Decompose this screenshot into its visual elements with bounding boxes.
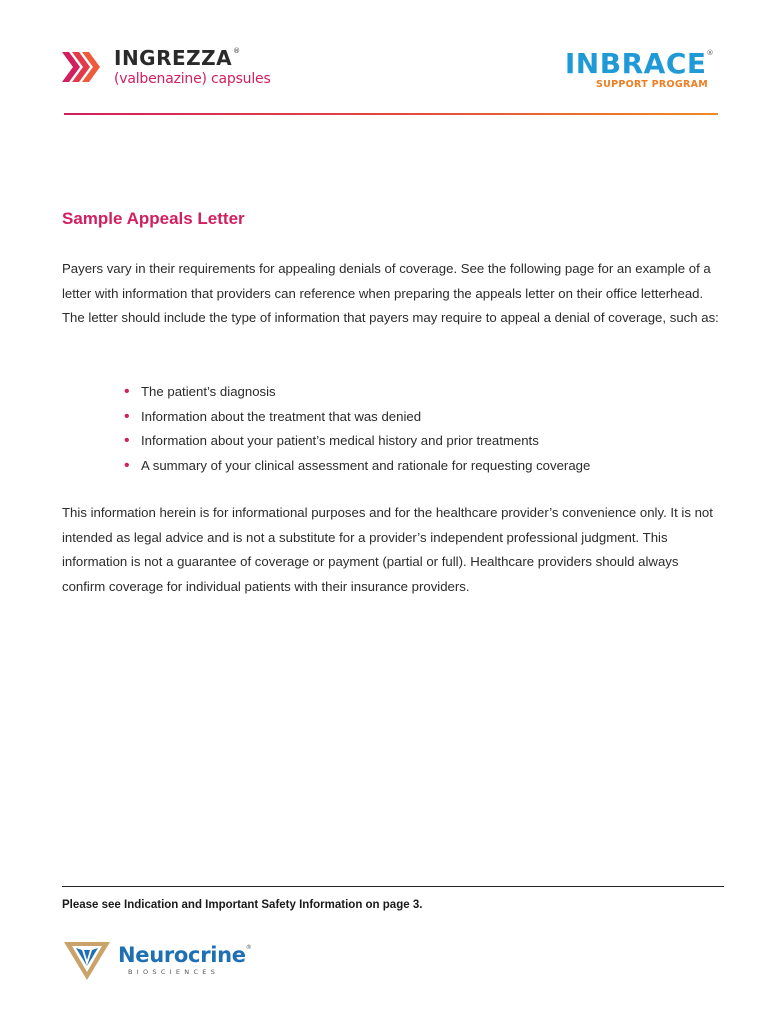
requirements-list xyxy=(122,380,590,478)
inbrace-brand-name: INBRACE® xyxy=(564,47,714,80)
bullet-icon: • xyxy=(124,432,130,450)
disclaimer-paragraph: This information herein is for informational purposes and for the healthcare provider’s convenience only. It is not intended as legal advice and is not a substitute for a provider’s independent professional judgment. This information is not a guarantee of coverage or payment (partial or full). Healthcare providers should always confirm coverage for individual patients with their insurance providers. xyxy=(62,505,713,594)
neurocrine-emblem-icon xyxy=(62,938,112,982)
ingrezza-chevron-icon xyxy=(62,46,106,88)
list-item: • The patient’s diagnosis xyxy=(122,380,590,405)
list-item: • Information about your patient’s medical history and prior treatments xyxy=(122,429,590,454)
bullet-icon: • xyxy=(124,456,130,474)
inbrace-logo xyxy=(564,47,714,90)
ingrezza-brand-subtitle: (valbenazine) capsules xyxy=(114,71,271,87)
bullet-icon: • xyxy=(124,407,130,425)
safety-info-note: Please see Indication and Important Safety Information on page 3. xyxy=(62,899,423,911)
inbrace-brand-subtitle: SUPPORT PROGRAM xyxy=(595,79,708,90)
bullet-icon: • xyxy=(124,383,130,400)
page-title: Sample Appeals Letter xyxy=(62,209,245,228)
list-item: • Information about the treatment that was denied xyxy=(122,405,590,430)
footer-divider xyxy=(62,886,724,887)
ingrezza-brand-name: INGREZZA® xyxy=(114,46,241,70)
neurocrine-logo xyxy=(62,938,251,982)
ingrezza-logo xyxy=(62,46,271,88)
intro-paragraph: Payers vary in their requirements for appealing denials of coverage. See the following page for an example of a letter with information that providers can reference when preparing the appeals letter on their office letterhead. The letter should include the type of information that payers may require to appeal a denial of coverage, such as: xyxy=(62,261,719,326)
neurocrine-brand-subtitle: BIOSCIENCES xyxy=(128,967,220,976)
neurocrine-brand-name: Neurocrine® xyxy=(118,942,252,967)
header-divider xyxy=(64,113,718,115)
page-header xyxy=(62,44,720,104)
list-item: • A summary of your clinical assessment and rationale for requesting coverage xyxy=(122,454,590,479)
